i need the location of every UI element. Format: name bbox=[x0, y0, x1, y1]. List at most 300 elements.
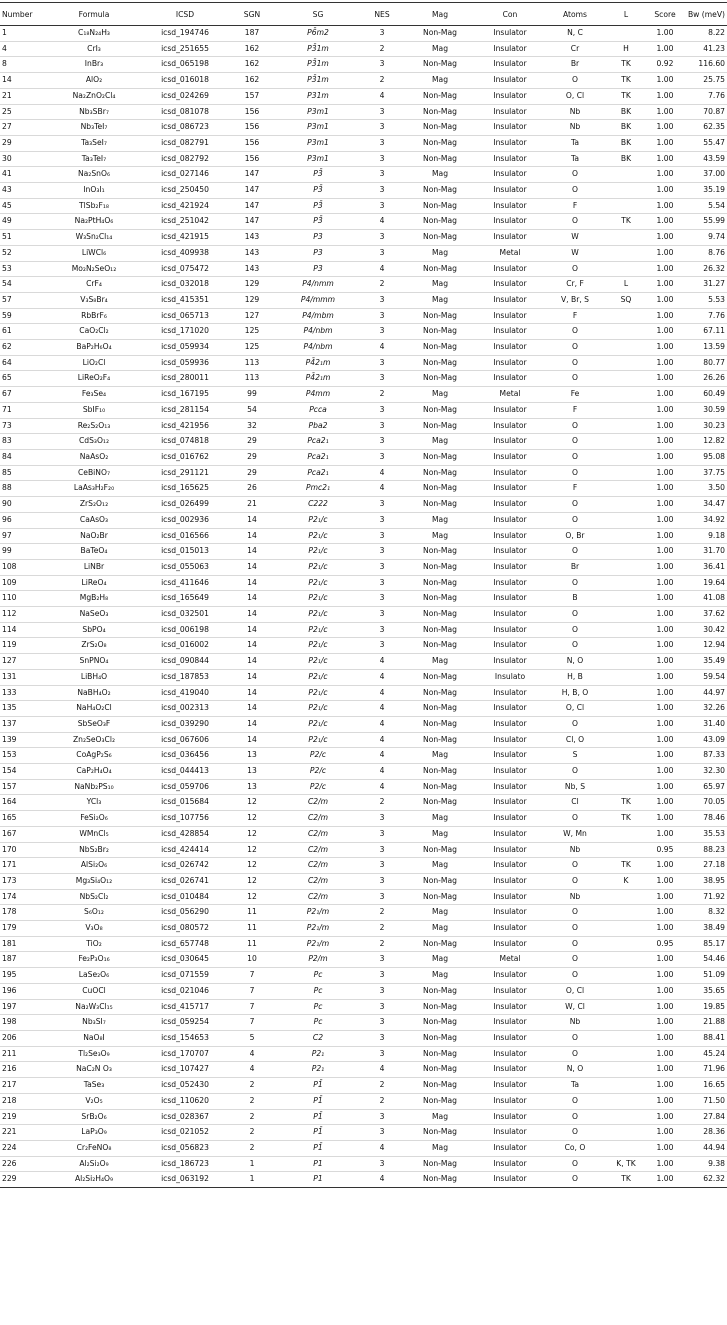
cell-bw: 9.18 bbox=[684, 528, 727, 544]
cell-atoms: O bbox=[544, 544, 606, 560]
cell-bw: 30.23 bbox=[684, 418, 727, 434]
cell-nes: 3 bbox=[360, 1046, 404, 1062]
cell-l bbox=[606, 685, 646, 701]
cell-nes: 2 bbox=[360, 387, 404, 403]
cell-formula: SbIF₁₀ bbox=[46, 402, 142, 418]
cell-l bbox=[606, 324, 646, 340]
cell-mag: Non-Mag bbox=[404, 104, 476, 120]
table-row bbox=[0, 858, 727, 874]
cell-l bbox=[606, 434, 646, 450]
cell-bw: 43.59 bbox=[684, 151, 727, 167]
cell-score: 1.00 bbox=[646, 999, 684, 1015]
cell-sg: P2/c bbox=[276, 764, 360, 780]
cell-sg: P4/mbm bbox=[276, 308, 360, 324]
cell-number: 131 bbox=[0, 669, 46, 685]
cell-mag: Non-Mag bbox=[404, 371, 476, 387]
cell-atoms: H, B bbox=[544, 669, 606, 685]
cell-l: TK bbox=[606, 214, 646, 230]
cell-icsd: icsd_016018 bbox=[142, 73, 228, 89]
cell-nes: 2 bbox=[360, 1078, 404, 1094]
cell-con: Insulator bbox=[476, 748, 544, 764]
cell-bw: 70.05 bbox=[684, 795, 727, 811]
cell-score: 1.00 bbox=[646, 1109, 684, 1125]
cell-icsd: icsd_081078 bbox=[142, 104, 228, 120]
cell-sgn: 125 bbox=[228, 340, 276, 356]
cell-atoms: Ta bbox=[544, 1078, 606, 1094]
cell-con: Insulator bbox=[476, 716, 544, 732]
cell-sg: P2₁/c bbox=[276, 732, 360, 748]
cell-con: Insulator bbox=[476, 1093, 544, 1109]
cell-mag: Non-Mag bbox=[404, 607, 476, 623]
cell-icsd: icsd_028367 bbox=[142, 1109, 228, 1125]
cell-mag: Mag bbox=[404, 748, 476, 764]
cell-bw: 3.50 bbox=[684, 481, 727, 497]
cell-con: Insulator bbox=[476, 1125, 544, 1141]
table-row bbox=[0, 1093, 727, 1109]
cell-score: 1.00 bbox=[646, 277, 684, 293]
table-row bbox=[0, 795, 727, 811]
cell-atoms: B bbox=[544, 591, 606, 607]
cell-number: 65 bbox=[0, 371, 46, 387]
cell-score: 1.00 bbox=[646, 764, 684, 780]
cell-formula: InO₃I₁ bbox=[46, 183, 142, 199]
cell-nes: 3 bbox=[360, 230, 404, 246]
cell-atoms: O bbox=[544, 905, 606, 921]
cell-l: BK bbox=[606, 135, 646, 151]
cell-sg: Pc bbox=[276, 1015, 360, 1031]
table-row bbox=[0, 1015, 727, 1031]
cell-mag: Mag bbox=[404, 921, 476, 937]
cell-sg: P4/nbm bbox=[276, 340, 360, 356]
cell-score: 1.00 bbox=[646, 685, 684, 701]
cell-icsd: icsd_002313 bbox=[142, 701, 228, 717]
cell-nes: 3 bbox=[360, 245, 404, 261]
cell-bw: 30.42 bbox=[684, 622, 727, 638]
cell-con: Insulator bbox=[476, 434, 544, 450]
cell-con: Insulator bbox=[476, 764, 544, 780]
cell-sg: P2₁/c bbox=[276, 528, 360, 544]
cell-sg: Pc bbox=[276, 983, 360, 999]
cell-mag: Non-Mag bbox=[404, 936, 476, 952]
cell-con: Insulator bbox=[476, 1172, 544, 1188]
cell-score: 1.00 bbox=[646, 622, 684, 638]
cell-con: Insulator bbox=[476, 528, 544, 544]
cell-sgn: 143 bbox=[228, 230, 276, 246]
cell-formula: V₃O₈ bbox=[46, 921, 142, 937]
cell-bw: 38.49 bbox=[684, 921, 727, 937]
cell-sg: P31m bbox=[276, 88, 360, 104]
header-bw: Bw (meV) bbox=[684, 3, 727, 26]
cell-atoms: O bbox=[544, 968, 606, 984]
cell-icsd: icsd_187853 bbox=[142, 669, 228, 685]
cell-atoms: W bbox=[544, 230, 606, 246]
cell-number: 114 bbox=[0, 622, 46, 638]
cell-con: Insulator bbox=[476, 73, 544, 89]
cell-atoms: F bbox=[544, 198, 606, 214]
cell-formula: TaSe₃ bbox=[46, 1078, 142, 1094]
cell-nes: 3 bbox=[360, 528, 404, 544]
cell-l: BK bbox=[606, 104, 646, 120]
cell-formula: CaAsO₃ bbox=[46, 512, 142, 528]
cell-icsd: icsd_016762 bbox=[142, 449, 228, 465]
cell-bw: 35.65 bbox=[684, 983, 727, 999]
cell-sg: P3̄1m bbox=[276, 41, 360, 57]
cell-bw: 5.53 bbox=[684, 292, 727, 308]
cell-formula: V₂O₅ bbox=[46, 1093, 142, 1109]
cell-sgn: 99 bbox=[228, 387, 276, 403]
cell-bw: 7.76 bbox=[684, 308, 727, 324]
cell-atoms: Nb bbox=[544, 120, 606, 136]
cell-icsd: icsd_154653 bbox=[142, 1031, 228, 1047]
table-row bbox=[0, 591, 727, 607]
cell-icsd: icsd_006198 bbox=[142, 622, 228, 638]
cell-sg: C2 bbox=[276, 1031, 360, 1047]
cell-icsd: icsd_044413 bbox=[142, 764, 228, 780]
cell-bw: 27.84 bbox=[684, 1109, 727, 1125]
cell-l bbox=[606, 198, 646, 214]
cell-bw: 35.53 bbox=[684, 826, 727, 842]
header-formula: Formula bbox=[46, 3, 142, 26]
cell-mag: Mag bbox=[404, 292, 476, 308]
table-row bbox=[0, 779, 727, 795]
cell-icsd: icsd_165649 bbox=[142, 591, 228, 607]
cell-icsd: icsd_082792 bbox=[142, 151, 228, 167]
cell-score: 1.00 bbox=[646, 779, 684, 795]
cell-mag: Non-Mag bbox=[404, 481, 476, 497]
cell-nes: 3 bbox=[360, 57, 404, 73]
cell-icsd: icsd_059934 bbox=[142, 340, 228, 356]
cell-nes: 4 bbox=[360, 1172, 404, 1188]
cell-sg: C2/m bbox=[276, 811, 360, 827]
cell-icsd: icsd_039290 bbox=[142, 716, 228, 732]
cell-l: TK bbox=[606, 858, 646, 874]
cell-l bbox=[606, 779, 646, 795]
cell-icsd: icsd_090844 bbox=[142, 654, 228, 670]
cell-l bbox=[606, 1093, 646, 1109]
cell-con: Insulator bbox=[476, 418, 544, 434]
cell-formula: LiWCl₆ bbox=[46, 245, 142, 261]
cell-score: 1.00 bbox=[646, 261, 684, 277]
cell-formula: Fe₂P₃O₁₆ bbox=[46, 952, 142, 968]
cell-score: 1.00 bbox=[646, 889, 684, 905]
header-score: Score bbox=[646, 3, 684, 26]
cell-number: 27 bbox=[0, 120, 46, 136]
cell-sg: P1̄ bbox=[276, 1125, 360, 1141]
table-row bbox=[0, 167, 727, 183]
cell-atoms: O, Br bbox=[544, 528, 606, 544]
cell-atoms: O bbox=[544, 575, 606, 591]
cell-score: 1.00 bbox=[646, 654, 684, 670]
cell-mag: Non-Mag bbox=[404, 26, 476, 42]
cell-nes: 3 bbox=[360, 1156, 404, 1172]
cell-icsd: icsd_010484 bbox=[142, 889, 228, 905]
cell-number: 178 bbox=[0, 905, 46, 921]
cell-sgn: 11 bbox=[228, 921, 276, 937]
cell-score: 1.00 bbox=[646, 952, 684, 968]
cell-icsd: icsd_063192 bbox=[142, 1172, 228, 1188]
cell-l bbox=[606, 387, 646, 403]
cell-formula: TlSb₂F₁₈ bbox=[46, 198, 142, 214]
cell-icsd: icsd_251042 bbox=[142, 214, 228, 230]
cell-icsd: icsd_186723 bbox=[142, 1156, 228, 1172]
cell-number: 71 bbox=[0, 402, 46, 418]
cell-l bbox=[606, 544, 646, 560]
cell-atoms: O bbox=[544, 340, 606, 356]
cell-score: 1.00 bbox=[646, 418, 684, 434]
cell-bw: 37.62 bbox=[684, 607, 727, 623]
cell-mag: Non-Mag bbox=[404, 324, 476, 340]
cell-icsd: icsd_428854 bbox=[142, 826, 228, 842]
cell-l bbox=[606, 528, 646, 544]
cell-score: 1.00 bbox=[646, 26, 684, 42]
cell-icsd: icsd_424414 bbox=[142, 842, 228, 858]
cell-mag: Non-Mag bbox=[404, 575, 476, 591]
cell-l: TK bbox=[606, 57, 646, 73]
cell-score: 1.00 bbox=[646, 701, 684, 717]
cell-bw: 78.46 bbox=[684, 811, 727, 827]
cell-con: Insulator bbox=[476, 465, 544, 481]
cell-score: 1.00 bbox=[646, 167, 684, 183]
cell-atoms: O bbox=[544, 183, 606, 199]
cell-sg: Pmc2₁ bbox=[276, 481, 360, 497]
cell-icsd: icsd_194746 bbox=[142, 26, 228, 42]
cell-l bbox=[606, 764, 646, 780]
cell-sg: P2₁/c bbox=[276, 638, 360, 654]
cell-con: Insulator bbox=[476, 1140, 544, 1156]
cell-l bbox=[606, 1015, 646, 1031]
cell-atoms: O bbox=[544, 952, 606, 968]
cell-sgn: 113 bbox=[228, 371, 276, 387]
cell-sg: C2/m bbox=[276, 889, 360, 905]
cell-mag: Mag bbox=[404, 858, 476, 874]
cell-number: 179 bbox=[0, 921, 46, 937]
cell-mag: Mag bbox=[404, 1140, 476, 1156]
cell-nes: 3 bbox=[360, 1031, 404, 1047]
cell-mag: Non-Mag bbox=[404, 135, 476, 151]
cell-atoms: F bbox=[544, 481, 606, 497]
cell-atoms: S bbox=[544, 748, 606, 764]
cell-l bbox=[606, 842, 646, 858]
cell-mag: Non-Mag bbox=[404, 151, 476, 167]
cell-sg: P2₁/c bbox=[276, 716, 360, 732]
cell-atoms: O bbox=[544, 811, 606, 827]
cell-mag: Non-Mag bbox=[404, 120, 476, 136]
cell-nes: 3 bbox=[360, 198, 404, 214]
cell-sg: P6̄m2 bbox=[276, 26, 360, 42]
cell-score: 1.00 bbox=[646, 575, 684, 591]
cell-con: Insulator bbox=[476, 905, 544, 921]
cell-nes: 4 bbox=[360, 685, 404, 701]
cell-number: 127 bbox=[0, 654, 46, 670]
cell-mag: Non-Mag bbox=[404, 230, 476, 246]
cell-bw: 19.64 bbox=[684, 575, 727, 591]
table-row bbox=[0, 26, 727, 42]
cell-bw: 85.17 bbox=[684, 936, 727, 952]
header-atoms: Atoms bbox=[544, 3, 606, 26]
cell-con: Insulator bbox=[476, 1109, 544, 1125]
cell-l bbox=[606, 968, 646, 984]
table-row bbox=[0, 465, 727, 481]
cell-sg: C2/m bbox=[276, 858, 360, 874]
cell-atoms: Ta bbox=[544, 135, 606, 151]
table-row bbox=[0, 811, 727, 827]
cell-nes: 4 bbox=[360, 748, 404, 764]
cell-mag: Non-Mag bbox=[404, 183, 476, 199]
cell-atoms: N, C bbox=[544, 26, 606, 42]
table-row bbox=[0, 1125, 727, 1141]
cell-sg: Pba2 bbox=[276, 418, 360, 434]
cell-sg: Pc bbox=[276, 999, 360, 1015]
cell-nes: 3 bbox=[360, 1109, 404, 1125]
cell-bw: 32.30 bbox=[684, 764, 727, 780]
cell-number: 139 bbox=[0, 732, 46, 748]
cell-sgn: 7 bbox=[228, 968, 276, 984]
cell-icsd: icsd_421915 bbox=[142, 230, 228, 246]
table-row bbox=[0, 826, 727, 842]
cell-bw: 35.49 bbox=[684, 654, 727, 670]
cell-number: 181 bbox=[0, 936, 46, 952]
cell-sg: Pc bbox=[276, 968, 360, 984]
cell-number: 174 bbox=[0, 889, 46, 905]
cell-bw: 88.23 bbox=[684, 842, 727, 858]
cell-bw: 59.54 bbox=[684, 669, 727, 685]
cell-con: Insulator bbox=[476, 308, 544, 324]
cell-mag: Non-Mag bbox=[404, 1062, 476, 1078]
cell-bw: 25.75 bbox=[684, 73, 727, 89]
cell-formula: Mg₃Si₄O₁₂ bbox=[46, 873, 142, 889]
cell-l bbox=[606, 654, 646, 670]
cell-number: 109 bbox=[0, 575, 46, 591]
cell-mag: Mag bbox=[404, 968, 476, 984]
cell-atoms: Fe bbox=[544, 387, 606, 403]
cell-bw: 45.24 bbox=[684, 1046, 727, 1062]
cell-bw: 37.00 bbox=[684, 167, 727, 183]
cell-score: 1.00 bbox=[646, 497, 684, 513]
cell-sgn: 156 bbox=[228, 151, 276, 167]
cell-mag: Non-Mag bbox=[404, 261, 476, 277]
cell-con: Insulator bbox=[476, 355, 544, 371]
cell-sgn: 14 bbox=[228, 669, 276, 685]
cell-number: 67 bbox=[0, 387, 46, 403]
cell-icsd: icsd_026741 bbox=[142, 873, 228, 889]
cell-number: 165 bbox=[0, 811, 46, 827]
cell-con: Insulator bbox=[476, 183, 544, 199]
cell-nes: 4 bbox=[360, 732, 404, 748]
cell-con: Insulator bbox=[476, 340, 544, 356]
cell-bw: 54.46 bbox=[684, 952, 727, 968]
cell-number: 170 bbox=[0, 842, 46, 858]
cell-sg: C222 bbox=[276, 497, 360, 513]
cell-bw: 71.50 bbox=[684, 1093, 727, 1109]
cell-con: Insulator bbox=[476, 230, 544, 246]
cell-con: Insulator bbox=[476, 983, 544, 999]
header-number: Number bbox=[0, 3, 46, 26]
cell-score: 1.00 bbox=[646, 968, 684, 984]
cell-bw: 26.26 bbox=[684, 371, 727, 387]
cell-formula: C₁₈N₂₄H₃ bbox=[46, 26, 142, 42]
cell-nes: 3 bbox=[360, 449, 404, 465]
cell-formula: AlO₂ bbox=[46, 73, 142, 89]
cell-mag: Mag bbox=[404, 245, 476, 261]
cell-score: 0.95 bbox=[646, 842, 684, 858]
cell-nes: 3 bbox=[360, 418, 404, 434]
cell-sg: C2/m bbox=[276, 873, 360, 889]
cell-formula: CaP₂H₄O₄ bbox=[46, 764, 142, 780]
cell-formula: CuOCl bbox=[46, 983, 142, 999]
table-row bbox=[0, 214, 727, 230]
cell-bw: 55.99 bbox=[684, 214, 727, 230]
cell-bw: 43.09 bbox=[684, 732, 727, 748]
cell-number: 153 bbox=[0, 748, 46, 764]
cell-sgn: 14 bbox=[228, 575, 276, 591]
cell-con: Insulator bbox=[476, 198, 544, 214]
cell-nes: 2 bbox=[360, 795, 404, 811]
cell-con: Insulator bbox=[476, 575, 544, 591]
cell-sgn: 162 bbox=[228, 41, 276, 57]
cell-nes: 4 bbox=[360, 261, 404, 277]
cell-number: 88 bbox=[0, 481, 46, 497]
cell-formula: BaP₂H₆O₄ bbox=[46, 340, 142, 356]
cell-bw: 88.41 bbox=[684, 1031, 727, 1047]
cell-icsd: icsd_032501 bbox=[142, 607, 228, 623]
cell-formula: Ta₃SeI₇ bbox=[46, 135, 142, 151]
cell-score: 1.00 bbox=[646, 748, 684, 764]
cell-mag: Non-Mag bbox=[404, 1015, 476, 1031]
cell-bw: 62.32 bbox=[684, 1172, 727, 1188]
cell-score: 1.00 bbox=[646, 183, 684, 199]
cell-mag: Non-Mag bbox=[404, 701, 476, 717]
cell-formula: SbPO₄ bbox=[46, 622, 142, 638]
cell-bw: 28.36 bbox=[684, 1125, 727, 1141]
cell-l bbox=[606, 512, 646, 528]
cell-con: Insulator bbox=[476, 1078, 544, 1094]
cell-sgn: 11 bbox=[228, 905, 276, 921]
table-row bbox=[0, 1109, 727, 1125]
cell-l bbox=[606, 402, 646, 418]
cell-sg: P4̄2₁m bbox=[276, 371, 360, 387]
cell-sgn: 29 bbox=[228, 465, 276, 481]
cell-icsd: icsd_171020 bbox=[142, 324, 228, 340]
cell-l bbox=[606, 575, 646, 591]
cell-score: 1.00 bbox=[646, 214, 684, 230]
cell-formula: V₃S₈Br₄ bbox=[46, 292, 142, 308]
cell-l: L bbox=[606, 277, 646, 293]
cell-l: K bbox=[606, 873, 646, 889]
cell-sgn: 12 bbox=[228, 795, 276, 811]
cell-sgn: 14 bbox=[228, 716, 276, 732]
cell-bw: 7.76 bbox=[684, 88, 727, 104]
cell-sg: P3 bbox=[276, 245, 360, 261]
cell-l bbox=[606, 261, 646, 277]
cell-nes: 4 bbox=[360, 701, 404, 717]
cell-formula: NaO₈I bbox=[46, 1031, 142, 1047]
table-row bbox=[0, 968, 727, 984]
cell-score: 1.00 bbox=[646, 716, 684, 732]
cell-nes: 4 bbox=[360, 1140, 404, 1156]
cell-mag: Non-Mag bbox=[404, 340, 476, 356]
cell-nes: 3 bbox=[360, 607, 404, 623]
header-icsd: ICSD bbox=[142, 3, 228, 26]
table-row bbox=[0, 1046, 727, 1062]
cell-con: Insulator bbox=[476, 544, 544, 560]
cell-nes: 4 bbox=[360, 669, 404, 685]
cell-l: TK bbox=[606, 73, 646, 89]
cell-score: 1.00 bbox=[646, 355, 684, 371]
cell-l: TK bbox=[606, 795, 646, 811]
cell-sgn: 13 bbox=[228, 764, 276, 780]
cell-con: Insulator bbox=[476, 481, 544, 497]
cell-l bbox=[606, 308, 646, 324]
